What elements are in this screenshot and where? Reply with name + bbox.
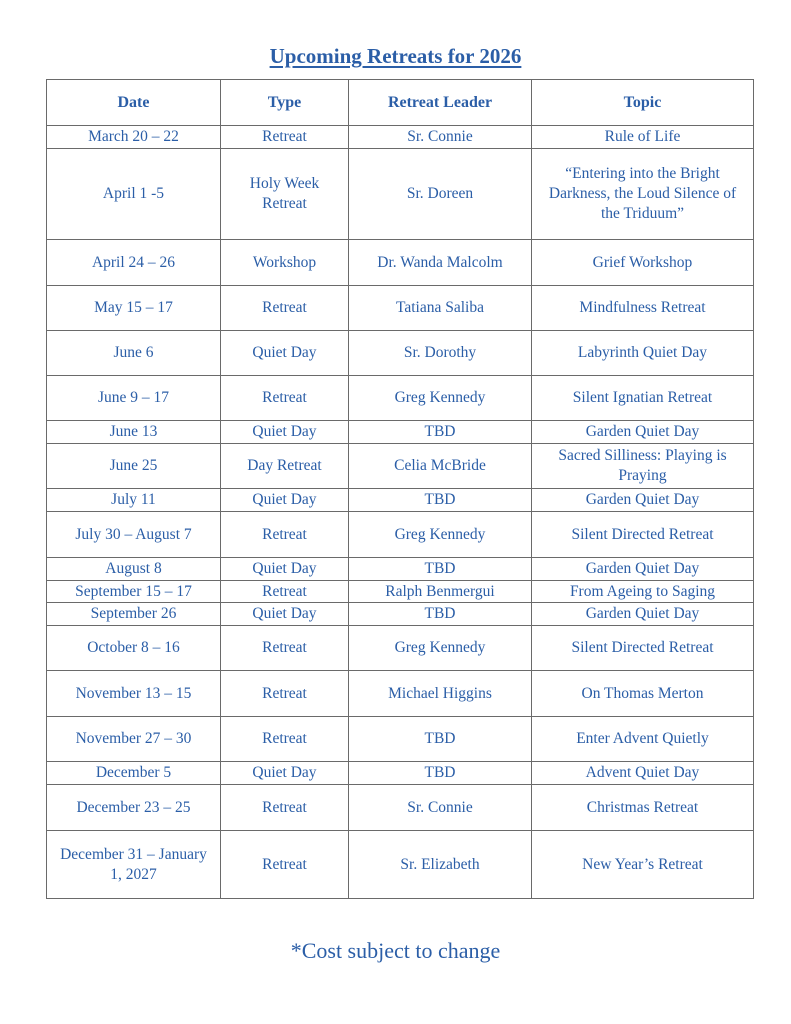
cell-topic: Rule of Life bbox=[532, 126, 754, 149]
cell-date: April 24 – 26 bbox=[47, 240, 221, 286]
cell-type: Quiet Day bbox=[221, 558, 349, 581]
cell-topic: Silent Ignatian Retreat bbox=[532, 376, 754, 421]
cell-type: Retreat bbox=[221, 512, 349, 558]
cell-type: Holy Week Retreat bbox=[221, 149, 349, 240]
retreats-table bbox=[46, 79, 754, 899]
cell-leader: Michael Higgins bbox=[349, 671, 532, 717]
cell-topic: “Entering into the Bright Darkness, the Loud Silence of the Triduum” bbox=[532, 149, 754, 240]
cell-date: October 8 – 16 bbox=[47, 626, 221, 671]
cell-date: November 13 – 15 bbox=[47, 671, 221, 717]
cell-topic: On Thomas Merton bbox=[532, 671, 754, 717]
cell-type: Retreat bbox=[221, 671, 349, 717]
cell-leader: Sr. Elizabeth bbox=[349, 831, 532, 899]
table-row bbox=[47, 286, 754, 331]
cell-date: June 25 bbox=[47, 444, 221, 489]
cell-type: Retreat bbox=[221, 376, 349, 421]
cell-date: June 13 bbox=[47, 421, 221, 444]
cell-leader: TBD bbox=[349, 717, 532, 762]
cell-topic: Garden Quiet Day bbox=[532, 558, 754, 581]
header-type: Type bbox=[221, 80, 349, 126]
table-row bbox=[47, 785, 754, 831]
cell-type: Retreat bbox=[221, 126, 349, 149]
table-row bbox=[47, 717, 754, 762]
cell-leader: TBD bbox=[349, 489, 532, 512]
table-row bbox=[47, 603, 754, 626]
cell-topic: Christmas Retreat bbox=[532, 785, 754, 831]
cell-topic: Mindfulness Retreat bbox=[532, 286, 754, 331]
cell-date: June 9 – 17 bbox=[47, 376, 221, 421]
table-row bbox=[47, 240, 754, 286]
cell-leader: Tatiana Saliba bbox=[349, 286, 532, 331]
table-row bbox=[47, 762, 754, 785]
cell-topic: Garden Quiet Day bbox=[532, 421, 754, 444]
table-row bbox=[47, 831, 754, 899]
cell-date: July 30 – August 7 bbox=[47, 512, 221, 558]
cell-leader: Celia McBride bbox=[349, 444, 532, 489]
cell-date: September 26 bbox=[47, 603, 221, 626]
cell-date: December 31 – January 1, 2027 bbox=[47, 831, 221, 899]
table-row bbox=[47, 149, 754, 240]
cell-leader: TBD bbox=[349, 762, 532, 785]
cell-topic: From Ageing to Saging bbox=[532, 581, 754, 603]
cell-type: Retreat bbox=[221, 717, 349, 762]
cell-leader: TBD bbox=[349, 603, 532, 626]
cell-leader: Greg Kennedy bbox=[349, 626, 532, 671]
cell-leader: Greg Kennedy bbox=[349, 376, 532, 421]
table-row bbox=[47, 421, 754, 444]
table-row bbox=[47, 558, 754, 581]
table-row bbox=[47, 331, 754, 376]
cell-date: July 11 bbox=[47, 489, 221, 512]
table-row bbox=[47, 126, 754, 149]
cell-leader: Sr. Doreen bbox=[349, 149, 532, 240]
cell-type: Retreat bbox=[221, 626, 349, 671]
cell-type: Quiet Day bbox=[221, 421, 349, 444]
table-row bbox=[47, 444, 754, 489]
table-row bbox=[47, 626, 754, 671]
cell-date: August 8 bbox=[47, 558, 221, 581]
cell-date: December 23 – 25 bbox=[47, 785, 221, 831]
cell-date: September 15 – 17 bbox=[47, 581, 221, 603]
cell-date: December 5 bbox=[47, 762, 221, 785]
cell-leader: Dr. Wanda Malcolm bbox=[349, 240, 532, 286]
cell-topic: Enter Advent Quietly bbox=[532, 717, 754, 762]
cell-type: Retreat bbox=[221, 785, 349, 831]
cell-leader: Sr. Connie bbox=[349, 126, 532, 149]
cell-date: March 20 – 22 bbox=[47, 126, 221, 149]
cost-footnote: *Cost subject to change bbox=[290, 938, 501, 963]
page-title: Upcoming Retreats for 2026 bbox=[269, 44, 522, 68]
cell-leader: Sr. Dorothy bbox=[349, 331, 532, 376]
cell-topic: Advent Quiet Day bbox=[532, 762, 754, 785]
cell-type: Quiet Day bbox=[221, 331, 349, 376]
cell-topic: Silent Directed Retreat bbox=[532, 626, 754, 671]
table-row bbox=[47, 512, 754, 558]
table-row bbox=[47, 581, 754, 603]
cell-topic: Labyrinth Quiet Day bbox=[532, 331, 754, 376]
table-row bbox=[47, 489, 754, 512]
cell-leader: TBD bbox=[349, 421, 532, 444]
cell-type: Workshop bbox=[221, 240, 349, 286]
cell-topic: Grief Workshop bbox=[532, 240, 754, 286]
cell-topic: Garden Quiet Day bbox=[532, 489, 754, 512]
table-row bbox=[47, 671, 754, 717]
cell-date: June 6 bbox=[47, 331, 221, 376]
cell-topic: Sacred Silliness: Playing is Praying bbox=[532, 444, 754, 489]
cell-date: November 27 – 30 bbox=[47, 717, 221, 762]
cell-date: April 1 -5 bbox=[47, 149, 221, 240]
table-header-row bbox=[47, 80, 754, 126]
header-topic: Topic bbox=[532, 80, 754, 126]
cell-leader: Greg Kennedy bbox=[349, 512, 532, 558]
cell-leader: Ralph Benmergui bbox=[349, 581, 532, 603]
header-date: Date bbox=[47, 80, 221, 126]
table-row bbox=[47, 376, 754, 421]
cell-date: May 15 – 17 bbox=[47, 286, 221, 331]
cell-type: Retreat bbox=[221, 581, 349, 603]
cell-type: Quiet Day bbox=[221, 762, 349, 785]
cell-topic: Silent Directed Retreat bbox=[532, 512, 754, 558]
cell-topic: New Year’s Retreat bbox=[532, 831, 754, 899]
cell-type: Quiet Day bbox=[221, 603, 349, 626]
cell-type: Retreat bbox=[221, 286, 349, 331]
cell-leader: TBD bbox=[349, 558, 532, 581]
cell-topic: Garden Quiet Day bbox=[532, 603, 754, 626]
cell-type: Quiet Day bbox=[221, 489, 349, 512]
cell-leader: Sr. Connie bbox=[349, 785, 532, 831]
cell-type: Day Retreat bbox=[221, 444, 349, 489]
cell-type: Retreat bbox=[221, 831, 349, 899]
header-retreat-leader: Retreat Leader bbox=[349, 80, 532, 126]
